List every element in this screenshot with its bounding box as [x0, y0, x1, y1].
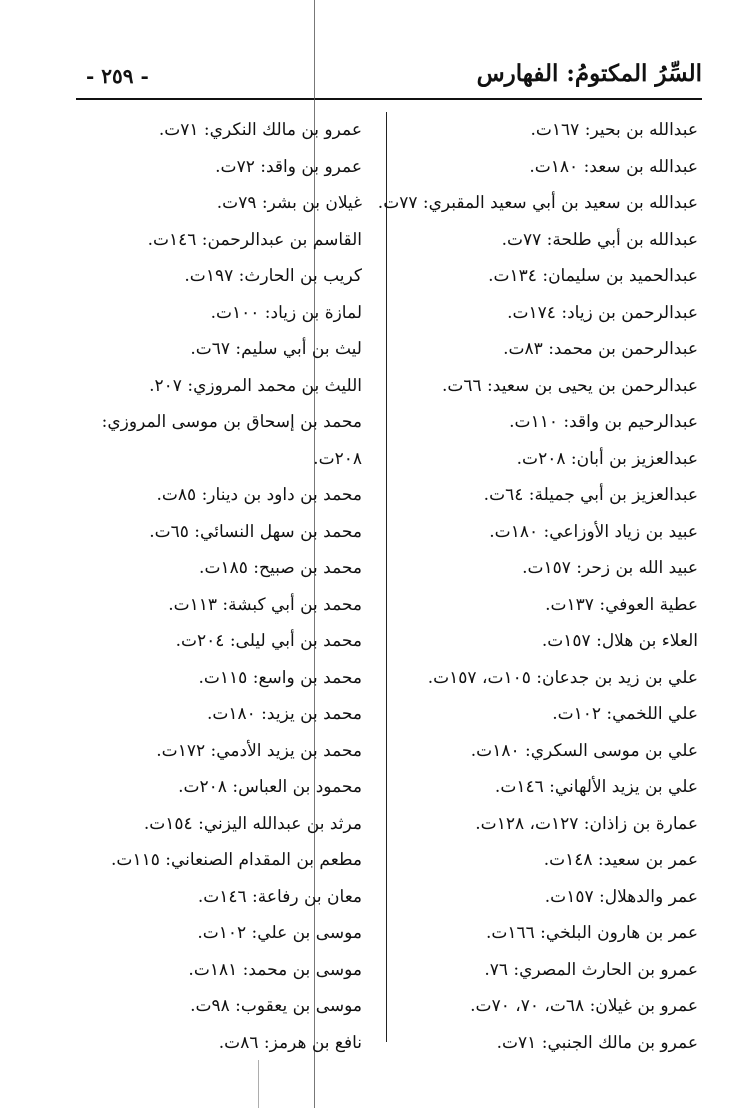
index-entry: محمد بن إسحاق بن موسى المروزي:	[101, 412, 362, 432]
index-entry: عمر والدهلال: ١٥٧ت.	[544, 886, 698, 907]
index-entry: العلاء بن هلال: ١٥٧ت.	[541, 631, 698, 651]
index-entry: عمر بن هارون البلخي: ١٦٦ت.	[485, 923, 698, 943]
index-entry: علي بن يزيد الألهاني: ١٤٦ت.	[494, 777, 698, 797]
index-entry: عمرو بن مالك النكري: ٧١ت.	[158, 120, 362, 140]
index-entry: محمد بن داود بن دينار: ٨٥ت.	[156, 485, 362, 505]
index-entry: مرثد بن عبدالله اليزني: ١٥٤ت.	[143, 813, 362, 834]
index-entry: عبدالله بن أبي طلحة: ٧٧ت.	[501, 229, 698, 250]
page-title: السِّرُ المكتومُ: الفهارس	[476, 60, 702, 87]
index-entry-continuation: ٢٠٨ت.	[313, 448, 362, 469]
index-entry: موسى بن محمد: ١٨١ت.	[188, 959, 362, 980]
index-entry: كريب بن الحارث: ١٩٧ت.	[184, 266, 362, 286]
index-entry: علي بن موسى السكري: ١٨٠ت.	[470, 740, 698, 761]
page-header	[76, 58, 702, 98]
index-entry: محمد بن يزيد الأدمي: ١٧٢ت.	[156, 740, 362, 761]
index-entry: عبدالرحمن بن محمد: ٨٣ت.	[503, 339, 698, 359]
index-entry: عمرو بن مالك الجنبي: ٧١ت.	[496, 1032, 698, 1053]
index-entry: محمد بن أبي ليلى: ٢٠٤ت.	[175, 631, 362, 651]
index-entry: عمرو بن غيلان: ٦٨ت، ٧٠، ٧٠ت.	[470, 996, 698, 1016]
index-entry: موسى بن علي: ١٠٢ت.	[197, 923, 362, 943]
index-entry: محمد بن صبيح: ١٨٥ت.	[199, 558, 362, 578]
index-entry: معان بن رفاعة: ١٤٦ت.	[197, 886, 362, 907]
index-entry: مطعم بن المقدام الصنعاني: ١١٥ت.	[111, 850, 362, 870]
index-entry: عمر بن سعيد: ١٤٨ت.	[543, 850, 698, 870]
index-entry: نافع بن هرمز: ٨٦ت.	[218, 1032, 362, 1053]
index-entry: عبدالله بن بحير: ١٦٧ت.	[530, 120, 698, 140]
scan-artifact-line	[258, 1060, 259, 1108]
index-entry: علي بن زيد بن جدعان: ١٠٥ت، ١٥٧ت.	[427, 667, 698, 688]
index-entry: عمرو بن واقد: ٧٢ت.	[215, 156, 362, 177]
index-entry: محمد بن سهل النسائي: ٦٥ت.	[149, 521, 362, 542]
index-entry: لمازة بن زياد: ١٠٠ت.	[210, 302, 362, 323]
index-entry: عبدالعزيز بن أبي جميلة: ٦٤ت.	[483, 485, 698, 505]
index-entry: عبدالرحمن بن يحيى بن سعيد: ٦٦ت.	[441, 375, 698, 396]
header-divider	[76, 98, 702, 100]
index-entry: محمود بن العباس: ٢٠٨ت.	[178, 777, 362, 797]
index-entry: محمد بن أبي كبشة: ١١٣ت.	[168, 594, 362, 615]
index-entry: موسى بن يعقوب: ٩٨ت.	[190, 996, 362, 1016]
index-entry: عبيد بن زياد الأوزاعي: ١٨٠ت.	[489, 521, 698, 542]
index-entry: عبيد الله بن زحر: ١٥٧ت.	[522, 558, 698, 578]
page-number: - ٢٥٩ -	[86, 64, 149, 88]
index-entry: عبدالعزيز بن أبان: ٢٠٨ت.	[516, 448, 698, 469]
index-column-left	[72, 112, 362, 1061]
index-entry: عبدالحميد بن سليمان: ١٣٤ت.	[488, 266, 698, 286]
index-entry: عمارة بن زاذان: ١٢٧ت، ١٢٨ت.	[475, 813, 698, 834]
index-entry: علي اللخمي: ١٠٢ت.	[552, 704, 698, 724]
index-entry: غيلان بن بشر: ٧٩ت.	[216, 193, 362, 213]
index-entry: عبدالله بن سعيد بن أبي سعيد المقبري: ٧٧ت.	[377, 193, 698, 213]
index-entry: عبدالرحيم بن واقد: ١١٠ت.	[509, 412, 698, 432]
index-entry: عبدالله بن سعد: ١٨٠ت.	[529, 156, 698, 177]
index-entry: عطية العوفي: ١٣٧ت.	[545, 594, 698, 615]
index-entry: محمد بن واسع: ١١٥ت.	[198, 667, 362, 688]
index-entry: القاسم بن عبدالرحمن: ١٤٦ت.	[147, 229, 362, 250]
index-entry: عبدالرحمن بن زياد: ١٧٤ت.	[507, 302, 698, 323]
index-entry: ليث بن أبي سليم: ٦٧ت.	[190, 339, 362, 359]
index-entry: محمد بن يزيد: ١٨٠ت.	[206, 704, 362, 724]
index-entry: عمرو بن الحارث المصري: ٧٦.	[484, 959, 698, 980]
index-column-right	[377, 112, 698, 1061]
index-entry: الليث بن محمد المروزي: ٢٠٧.	[149, 375, 362, 396]
column-divider	[386, 112, 387, 1042]
